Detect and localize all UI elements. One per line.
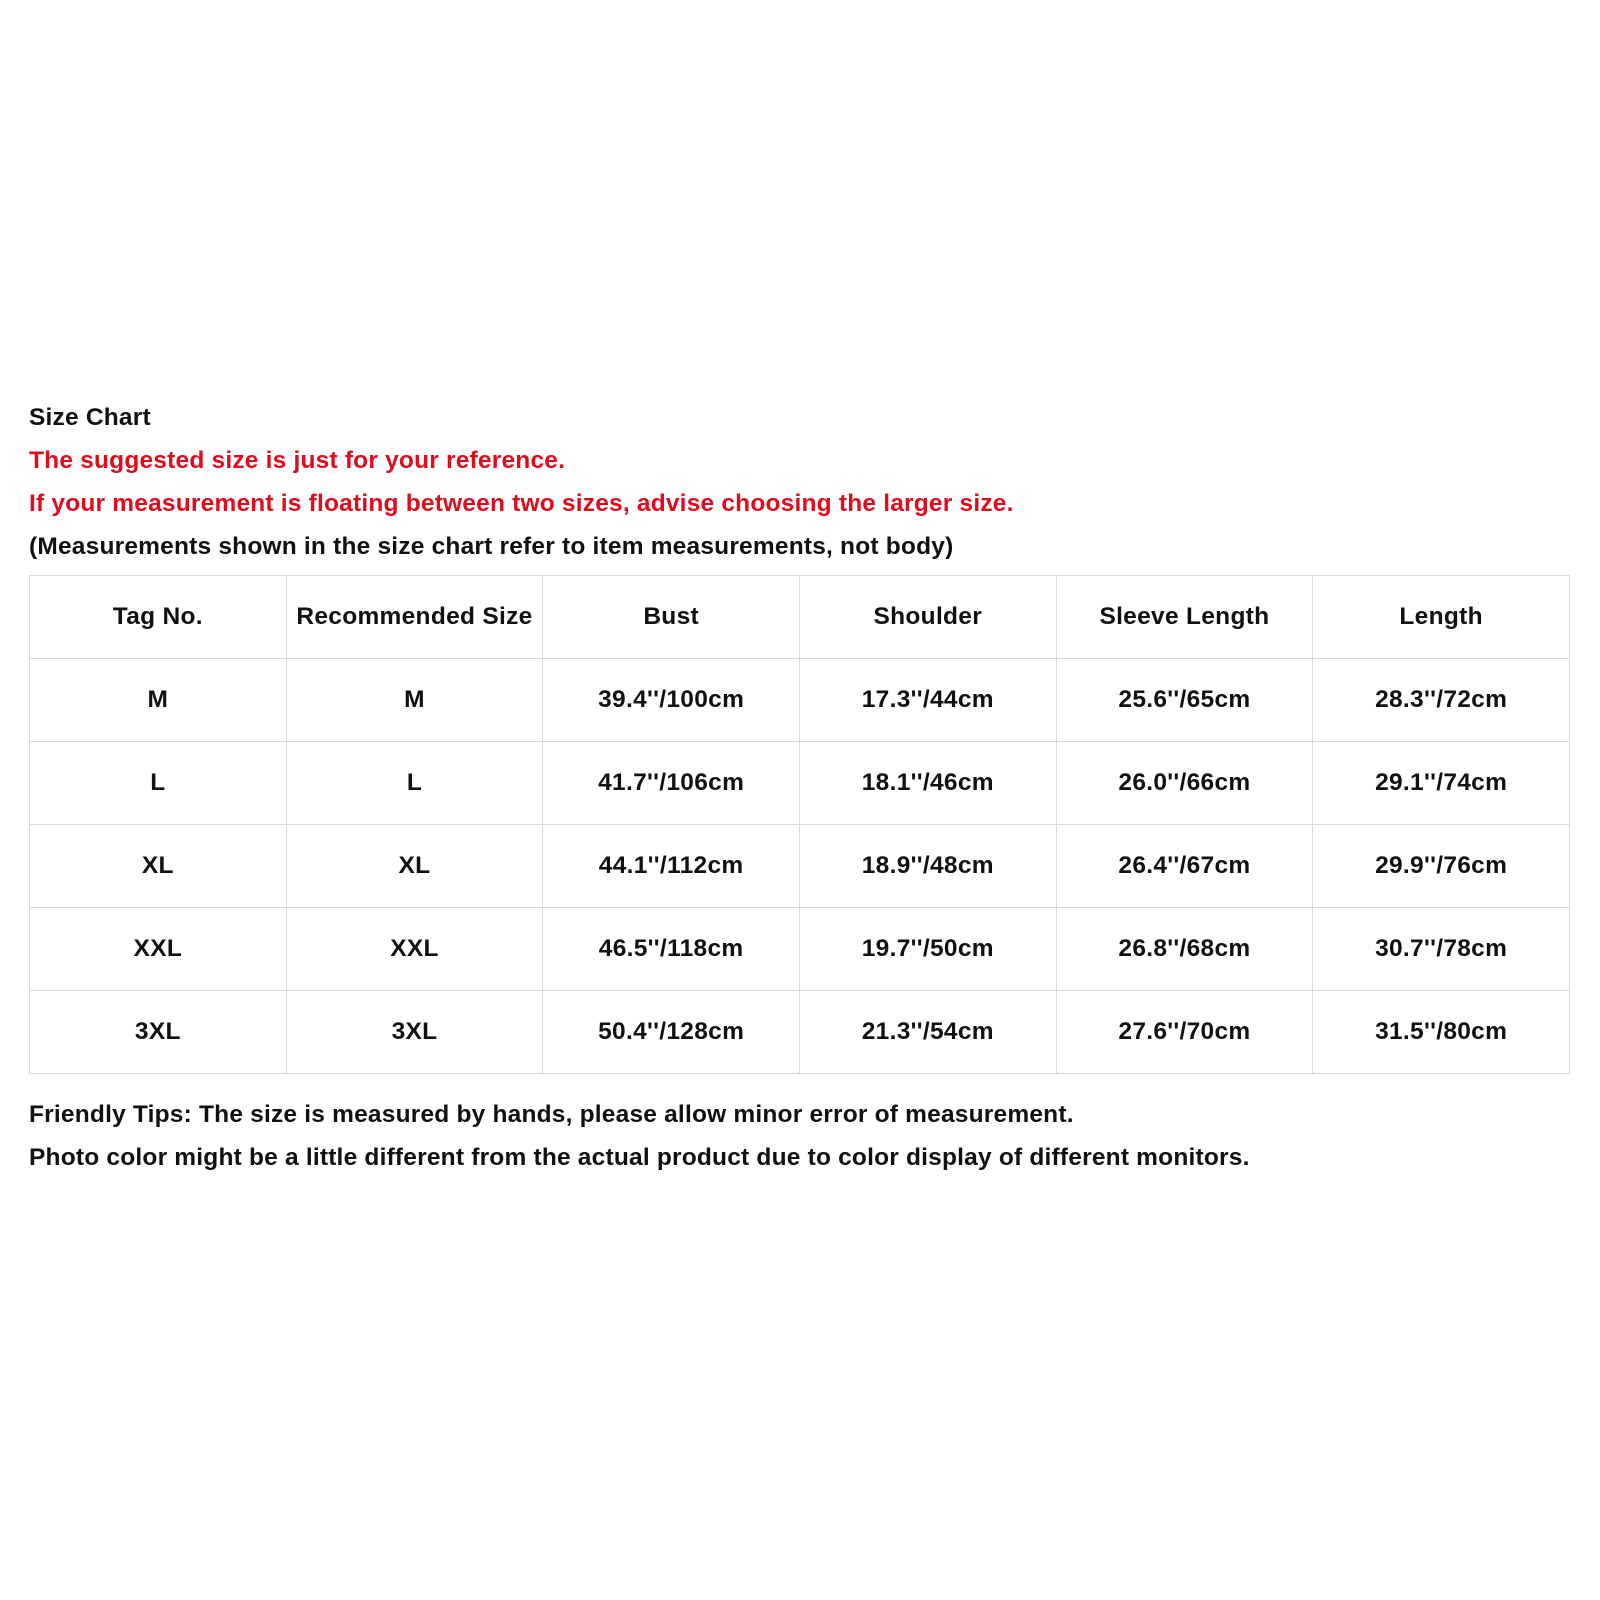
reference-note: The suggested size is just for your reference. bbox=[29, 447, 566, 474]
table-cell: M bbox=[30, 659, 287, 742]
table-cell: XL bbox=[30, 825, 287, 908]
table-cell: 31.5''/80cm bbox=[1313, 991, 1570, 1074]
table-cell: 29.1''/74cm bbox=[1313, 742, 1570, 825]
table-row bbox=[30, 991, 1570, 1074]
table-cell: 3XL bbox=[286, 991, 543, 1074]
table-header-row bbox=[30, 576, 1570, 659]
table-row bbox=[30, 659, 1570, 742]
table-cell: 28.3''/72cm bbox=[1313, 659, 1570, 742]
table-cell: 29.9''/76cm bbox=[1313, 825, 1570, 908]
table-cell: XXL bbox=[30, 908, 287, 991]
table-cell: XXL bbox=[286, 908, 543, 991]
measurement-note: (Measurements shown in the size chart refer to item measurements, not body) bbox=[29, 533, 954, 560]
size-table bbox=[29, 575, 1570, 1074]
column-header: Length bbox=[1313, 576, 1570, 659]
table-cell: M bbox=[286, 659, 543, 742]
table-cell: 3XL bbox=[30, 991, 287, 1074]
table-cell: 44.1''/112cm bbox=[543, 825, 800, 908]
column-header: Tag No. bbox=[30, 576, 287, 659]
table-cell: 26.8''/68cm bbox=[1056, 908, 1313, 991]
size-chart-sheet bbox=[29, 396, 1569, 1179]
size-chart-title: Size Chart bbox=[29, 404, 151, 431]
table-cell: XL bbox=[286, 825, 543, 908]
table-cell: 46.5''/118cm bbox=[543, 908, 800, 991]
table-cell: 17.3''/44cm bbox=[799, 659, 1056, 742]
color-disclaimer: Photo color might be a little different from the actual product due to color display of different monitors. bbox=[29, 1144, 1250, 1171]
table-row bbox=[30, 825, 1570, 908]
table-cell: 26.4''/67cm bbox=[1056, 825, 1313, 908]
table-cell: 19.7''/50cm bbox=[799, 908, 1056, 991]
table-cell: 18.9''/48cm bbox=[799, 825, 1056, 908]
table-cell: 21.3''/54cm bbox=[799, 991, 1056, 1074]
column-header: Sleeve Length bbox=[1056, 576, 1313, 659]
column-header: Recommended Size bbox=[286, 576, 543, 659]
table-cell: 26.0''/66cm bbox=[1056, 742, 1313, 825]
table-cell: 39.4''/100cm bbox=[543, 659, 800, 742]
table-cell: 30.7''/78cm bbox=[1313, 908, 1570, 991]
column-header: Shoulder bbox=[799, 576, 1056, 659]
table-row bbox=[30, 742, 1570, 825]
tips-section bbox=[29, 1093, 1569, 1179]
larger-size-advice: If your measurement is floating between two sizes, advise choosing the larger size. bbox=[29, 490, 1014, 517]
table-cell: 18.1''/46cm bbox=[799, 742, 1056, 825]
table-row bbox=[30, 908, 1570, 991]
table-cell: L bbox=[30, 742, 287, 825]
table-cell: 50.4''/128cm bbox=[543, 991, 800, 1074]
table-cell: 25.6''/65cm bbox=[1056, 659, 1313, 742]
table-cell: 27.6''/70cm bbox=[1056, 991, 1313, 1074]
table-cell: L bbox=[286, 742, 543, 825]
column-header: Bust bbox=[543, 576, 800, 659]
friendly-tip: Friendly Tips: The size is measured by hands, please allow minor error of measurement. bbox=[29, 1101, 1074, 1128]
table-cell: 41.7''/106cm bbox=[543, 742, 800, 825]
